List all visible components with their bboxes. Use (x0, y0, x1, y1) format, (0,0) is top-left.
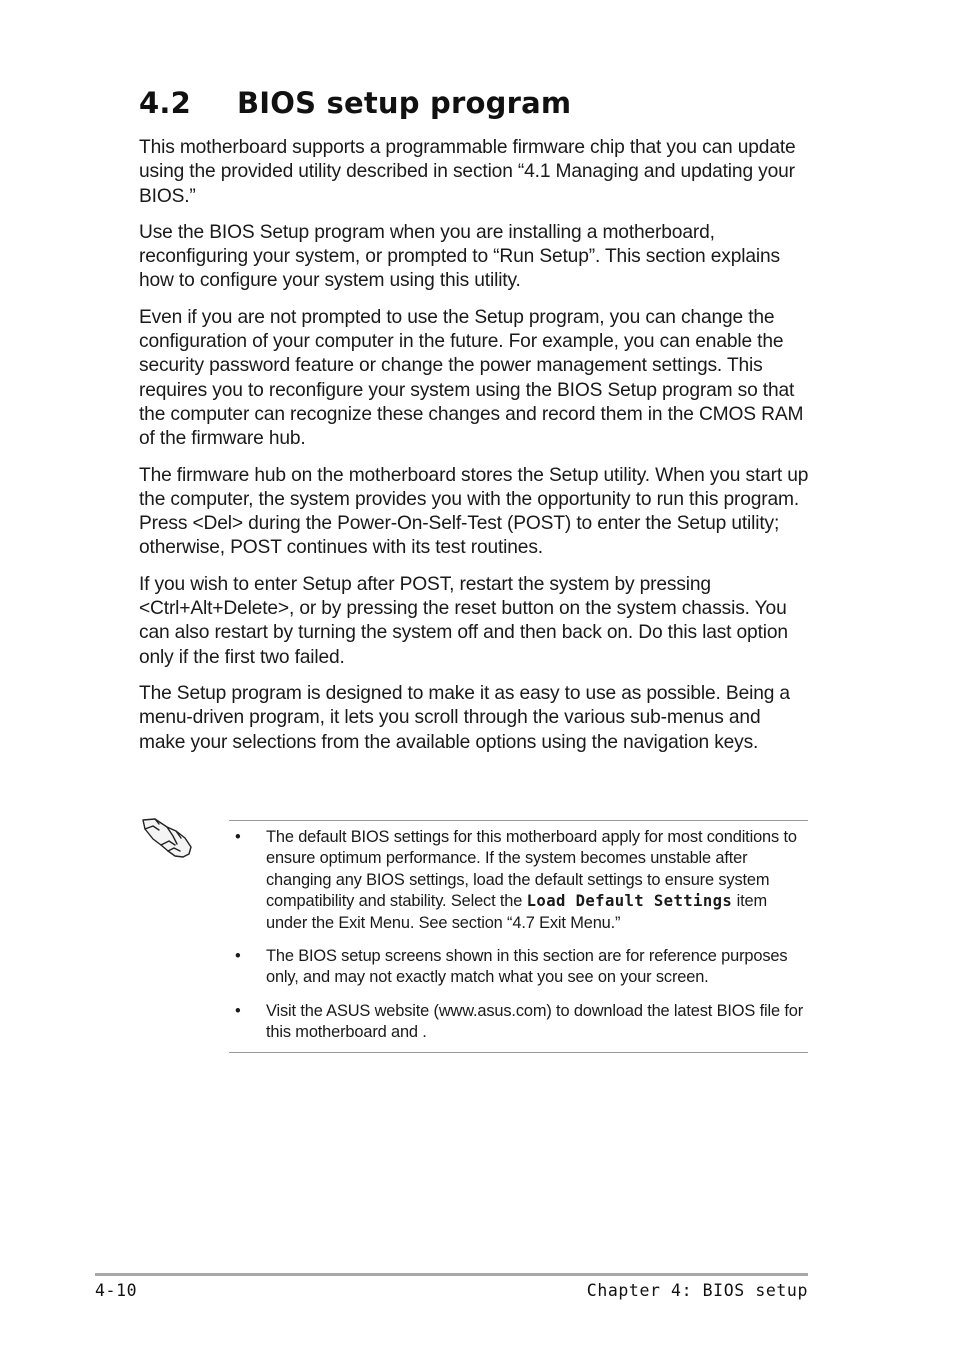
bullet: • (235, 828, 241, 846)
note-text: The BIOS setup screens shown in this section are for reference purposes only, and may not exactly match what you see on your screen. (266, 947, 788, 987)
note-box (229, 820, 808, 1053)
paragraph: Use the BIOS Setup program when you are installing a motherboard, reconfiguring your system, or prompted to “Run Setup”. This section explains how to configure your system using this utility. (139, 221, 780, 292)
hand-pointing-icon (141, 814, 193, 860)
bullet: • (235, 1001, 241, 1020)
note-item (229, 946, 808, 989)
menu-item-reference: Load Default Settings (526, 892, 733, 911)
paragraph: This motherboard supports a programmable firmware chip that you can update using the provided utility described in section “4.1 Managing and updating your BIOS.” (139, 137, 796, 207)
note-item (229, 1001, 808, 1044)
paragraph: The Setup program is designed to make it as easy to use as possible. Being a menu-driven program, it lets you scroll through the various sub-menus and make your selections from the available options using the navigation keys. (139, 682, 790, 753)
note-text: item under the Exit Menu. See section “4.7 Exit Menu.” (266, 892, 767, 932)
note-list (229, 827, 808, 1044)
bullet: • (235, 947, 241, 966)
note-text: Visit the ASUS website (www.asus.com) to download the latest BIOS file for this motherboard and . (266, 1001, 804, 1042)
note-item (229, 827, 808, 934)
footer-divider (95, 1273, 808, 1276)
section-number: 4.2 (139, 86, 191, 120)
paragraph: The firmware hub on the motherboard stores the Setup utility. When you start up the computer, the system provides you with the opportunity to run this program. Press <Del> during the Power-On-Self-Test (POST) to enter the Setup utility; otherwise, POST continues with its test routines. (139, 464, 809, 559)
chapter-title: Chapter 4: BIOS setup (586, 1281, 808, 1300)
section-title: BIOS setup program (237, 86, 572, 120)
page-number: 4-10 (95, 1281, 138, 1300)
paragraph: If you wish to enter Setup after POST, restart the system by pressing <Ctrl+Alt+Delete>, or by pressing the reset button on the system chassis. You can also restart by turning the system off and then back on. Do this last option only if the first two failed. (139, 573, 788, 668)
section-heading (139, 86, 571, 120)
body-text (139, 136, 811, 767)
paragraph: Even if you are not prompted to use the Setup program, you can change the configuration of your computer in the future. For example, you can enable the security password feature or change the power management settings. This requires you to reconfigure your system using the BIOS Setup program so that the computer can recognize these changes and record them in the CMOS RAM of the firmware hub. (139, 306, 804, 450)
note-text: The default BIOS settings for this motherboard apply for most conditions to ensure optimum performance. If the system becomes unstable after changing any BIOS settings, load the default settings to ensure system compatibility and stability. Select the (266, 828, 797, 911)
